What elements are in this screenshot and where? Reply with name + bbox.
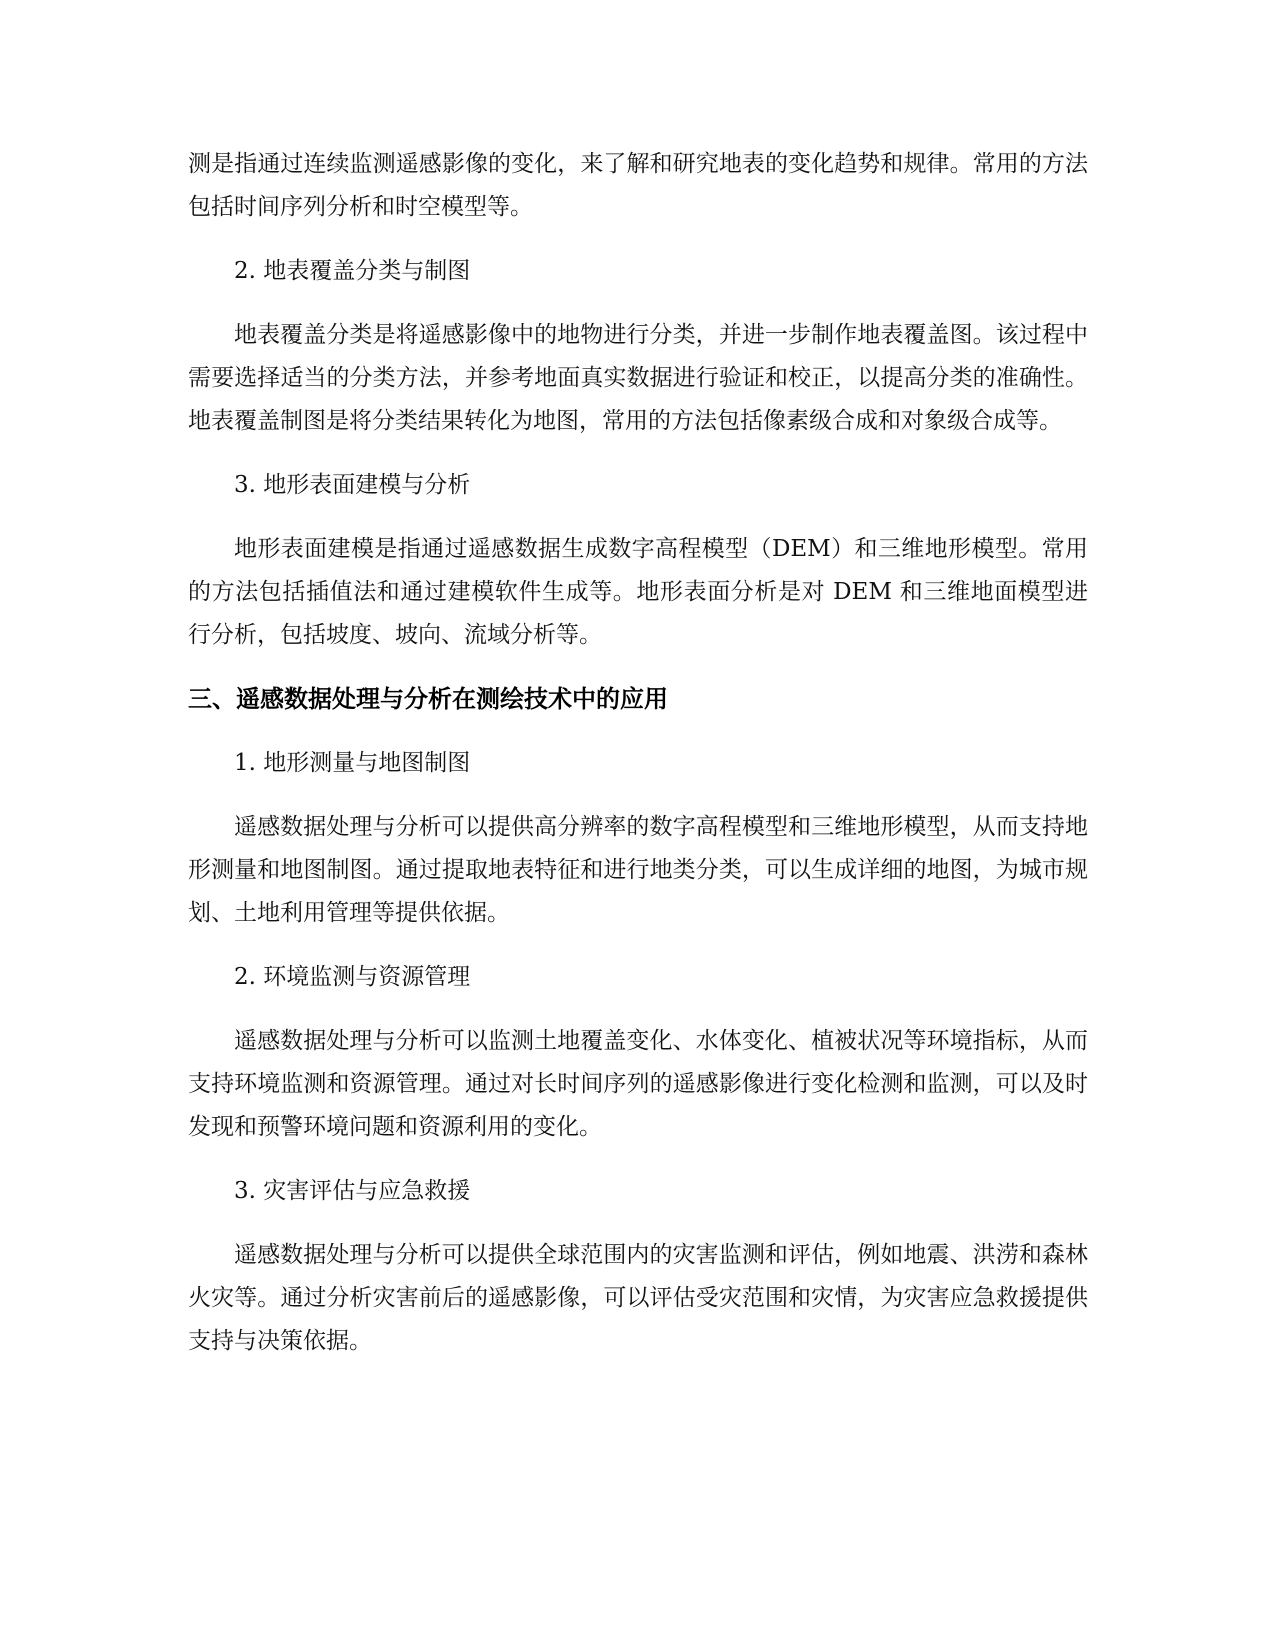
- paragraph-environment-monitoring: 遥感数据处理与分析可以监测土地覆盖变化、水体变化、植被状况等环境指标，从而支持环境监测和资源管理。通过对长时间序列的遥感影像进行变化检测和监测，可以及时发现和预警环境问题和资源利用的变化。: [188, 1028, 1088, 1140]
- paragraph-disaster-assessment: 遥感数据处理与分析可以提供全球范围内的灾害监测和评估，例如地震、洪涝和森林火灾等。通过分析灾害前后的遥感影像，可以评估受灾范围和灾情，为灾害应急救援提供支持与决策依据。: [188, 1242, 1088, 1354]
- item-heading-disaster-assessment: 3. 灾害评估与应急救援: [234, 1178, 471, 1204]
- item-heading-surface-cover: 2. 地表覆盖分类与制图: [234, 258, 471, 284]
- paragraph-surface-cover: 地表覆盖分类是将遥感影像中的地物进行分类，并进一步制作地表覆盖图。该过程中需要选择适当的分类方法，并参考地面真实数据进行验证和校正，以提高分类的准确性。地表覆盖制图是将分类结果转化为地图，常用的方法包括像素级合成和对象级合成等。: [188, 322, 1088, 434]
- section-heading-applications: 三、遥感数据处理与分析在测绘技术中的应用: [188, 685, 668, 713]
- paragraph-continuation: 测是指通过连续监测遥感影像的变化，来了解和研究地表的变化趋势和规律。常用的方法包括时间序列分析和时空模型等。: [188, 151, 1088, 220]
- paragraph-terrain-modeling: 地形表面建模是指通过遥感数据生成数字高程模型（DEM）和三维地形模型。常用的方法包括插值法和通过建模软件生成等。地形表面分析是对 DEM 和三维地面模型进行分析，包括坡度、坡向、流域分析等。: [188, 536, 1088, 648]
- document-body: [188, 143, 1088, 1363]
- item-heading-environment-monitoring: 2. 环境监测与资源管理: [234, 964, 471, 990]
- item-heading-terrain-modeling: 3. 地形表面建模与分析: [234, 472, 471, 498]
- paragraph-topographic-survey: 遥感数据处理与分析可以提供高分辨率的数字高程模型和三维地形模型，从而支持地形测量和地图制图。通过提取地表特征和进行地类分类，可以生成详细的地图，为城市规划、土地利用管理等提供依据。: [188, 814, 1088, 926]
- item-heading-topographic-survey: 1. 地形测量与地图制图: [234, 750, 471, 776]
